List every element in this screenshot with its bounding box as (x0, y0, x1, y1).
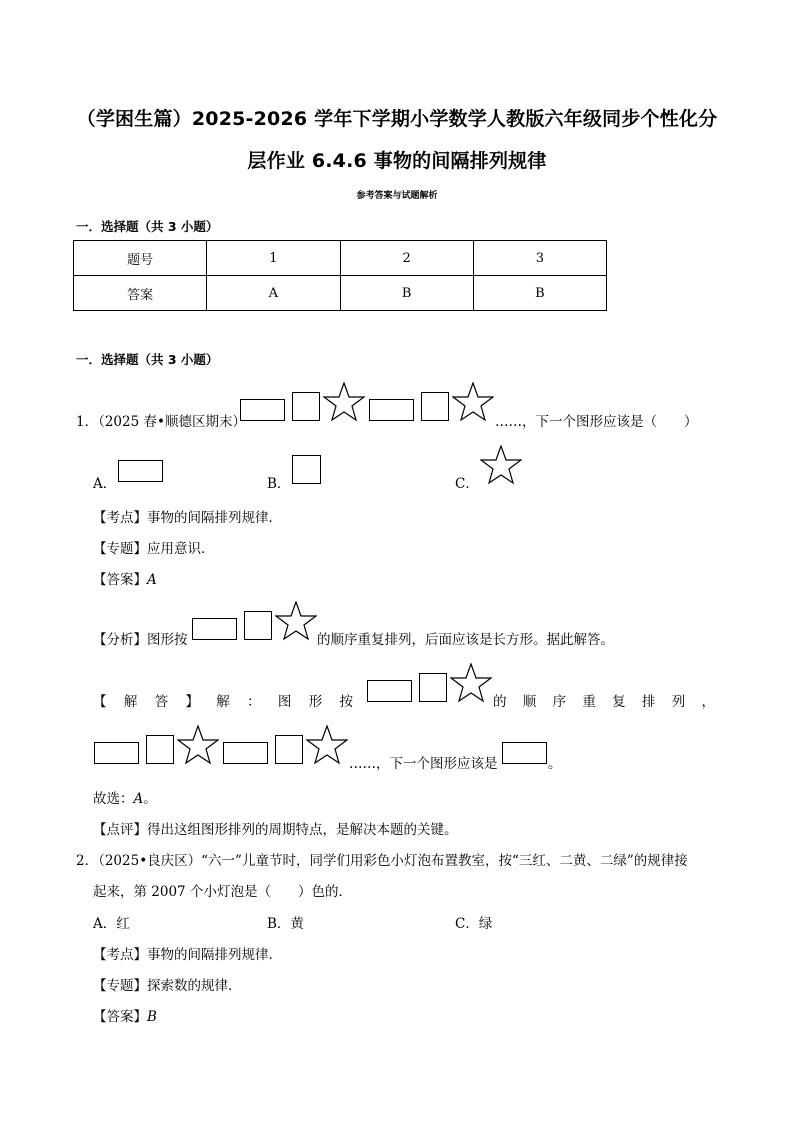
jieda-char: 【 (93, 694, 107, 710)
doc-subtitle: 参考答案与试题解析 (356, 191, 438, 201)
q1-option-a: A． (93, 476, 117, 492)
square-shape (419, 673, 447, 702)
zhuanti-tag: 【专题】 (93, 541, 147, 557)
q2-option-a: A．红 (93, 916, 130, 932)
daan-text: A (147, 572, 157, 588)
q2-zhuanti (93, 974, 242, 994)
rectangle-shape (118, 460, 163, 482)
rectangle-shape (240, 399, 285, 421)
star-shape (450, 663, 492, 703)
jieda-char: 解 (216, 694, 230, 710)
section-heading: 一．选择题（共 3 小题） (76, 352, 219, 367)
zhuanti-text: 探索数的规律． (147, 978, 242, 994)
star-shape (275, 601, 317, 641)
zhuanti-tag: 【专题】 (93, 978, 147, 994)
q2-kaodian (93, 943, 282, 963)
jieda-line2-post: ……，下一个图形应该是 (349, 756, 498, 772)
kaodian-text: 事物的间隔排列规律． (147, 510, 282, 526)
zhuanti-text: 应用意识． (147, 541, 215, 557)
daan-tag: 【答案】 (93, 1009, 147, 1025)
jieda-line1-left (93, 690, 353, 710)
table-cell: 题号 (74, 241, 207, 276)
rectangle-shape (192, 618, 237, 640)
q1-daan (93, 568, 157, 588)
q1-kaodian (93, 506, 282, 526)
q2-option-c: C．绿 (455, 916, 493, 932)
star-shape (323, 382, 365, 422)
table-row (74, 241, 607, 276)
jieda-char: 的 (493, 694, 507, 710)
q1-zhuanti (93, 537, 215, 557)
fenxi-post: 的顺序重复排列，后面应该是长方形。据此解答。 (317, 632, 614, 648)
answer-table (73, 240, 607, 311)
jieda-char: 形 (308, 694, 323, 710)
jieda-char: ， (701, 694, 715, 710)
table-cell: 2 (340, 241, 473, 276)
jieda-line1-right (493, 690, 715, 710)
table-cell: B (340, 276, 473, 311)
rectangle-shape (369, 399, 414, 421)
star-shape (306, 725, 348, 765)
guxuan-end: 。 (143, 791, 157, 807)
dianping-tag: 【点评】 (93, 822, 147, 838)
jieda-char: 列 (671, 694, 686, 710)
table-row (74, 276, 607, 311)
q2-stem-line1: 2．（2025•良庆区）“六一”儿童节时，同学们用彩色小灯泡布置教室，按“三红、二黄、二绿”的规律接 (76, 853, 688, 869)
square-shape (275, 735, 303, 764)
jieda-char: 图 (277, 694, 292, 710)
jieda-char: 】 (185, 694, 199, 710)
square-shape (421, 392, 449, 421)
q1-suffix: ……，下一个图形应该是（ ） (495, 414, 698, 430)
table-cell: B (473, 276, 606, 311)
star-shape (480, 445, 522, 485)
daan-tag: 【答案】 (93, 572, 147, 588)
square-shape (146, 735, 174, 764)
jieda-char: 复 (612, 694, 626, 710)
rectangle-shape (502, 742, 547, 764)
section-heading: 一．选择题（共 3 小题） (76, 219, 219, 234)
table-cell: A (207, 276, 340, 311)
q1-guxuan (93, 787, 157, 807)
q2-daan (93, 1005, 157, 1025)
square-shape (292, 455, 321, 484)
jieda-char: 按 (339, 694, 353, 710)
fenxi-tag: 【分析】 (93, 632, 147, 648)
dianping-text: 得出这组图形排列的周期特点，是解决本题的关键。 (147, 822, 458, 838)
q1-dianping (93, 818, 458, 838)
jieda-char: 顺 (522, 694, 537, 710)
kaodian-tag: 【考点】 (93, 510, 147, 526)
guxuan-text: 故选： (93, 791, 134, 807)
daan-text: B (147, 1009, 157, 1025)
star-shape (177, 725, 219, 765)
guxuan-answer: A (133, 791, 144, 807)
square-shape (292, 392, 320, 421)
q2-option-b: B．黄 (267, 916, 304, 932)
kaodian-text: 事物的间隔排列规律． (147, 947, 282, 963)
jieda-char: 重 (582, 694, 596, 710)
star-shape (452, 382, 494, 422)
table-cell: 3 (473, 241, 606, 276)
q1-fenxi (93, 628, 188, 648)
rectangle-shape (223, 742, 268, 764)
table-cell: 答案 (74, 276, 207, 311)
jieda-char: 排 (641, 694, 656, 710)
q1-prefix: 1．（2025 春•顺德区期末） (76, 414, 246, 430)
fenxi-pre: 图形按 (147, 632, 188, 648)
rectangle-shape (94, 742, 139, 764)
rectangle-shape (367, 680, 412, 702)
doc-title-line1: （学困生篇）2025-2026 学年下学期小学数学人教版六年级同步个性化分 (76, 108, 718, 130)
jieda-char: 答 (154, 694, 169, 710)
jieda-char: 序 (552, 694, 567, 710)
table-cell: 1 (207, 241, 340, 276)
jieda-end: 。 (548, 756, 562, 772)
q1-option-b: B． (267, 476, 291, 492)
q2-stem-line2: 起来，第 2007 个小灯泡是（ ）色的． (93, 884, 352, 900)
jieda-char: ： (247, 694, 261, 710)
q1-option-c: C． (455, 476, 479, 492)
doc-title-line2: 层作业 6.4.6 事物的间隔排列规律 (247, 150, 547, 172)
kaodian-tag: 【考点】 (93, 947, 147, 963)
jieda-char: 解 (123, 694, 138, 710)
square-shape (244, 611, 272, 640)
